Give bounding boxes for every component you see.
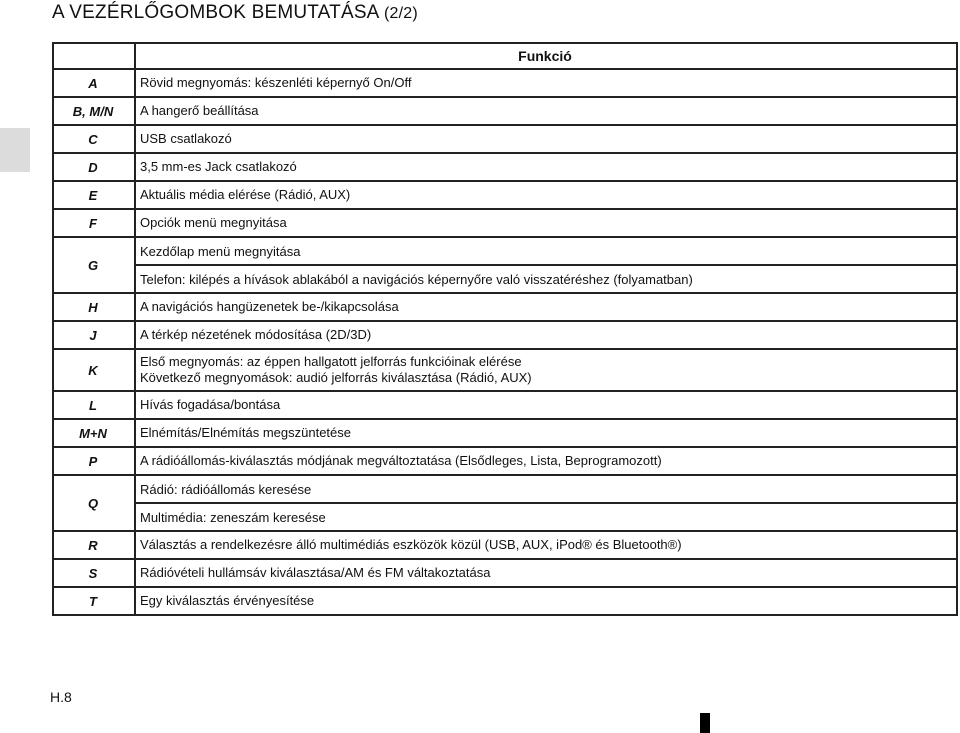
table-row: [53, 69, 957, 97]
row-key: J: [53, 321, 135, 349]
row-function: Multimédia: zeneszám keresése: [135, 503, 957, 531]
row-function: [135, 69, 957, 97]
table-header-row: [53, 43, 957, 69]
row-function: [135, 559, 957, 587]
row-key: Q: [53, 475, 135, 531]
row-key: T: [53, 587, 135, 615]
function-line: 3,5 mm-es Jack csatlakozó: [140, 159, 297, 174]
row-function: [135, 97, 957, 125]
table-row: [53, 181, 957, 209]
function-line: A rádióállomás-kiválasztás módjának megváltoztatása (Elsődleges, Lista, Beprogramozott): [140, 453, 662, 468]
row-key: E: [53, 181, 135, 209]
row-function: [135, 349, 957, 391]
row-function: [135, 125, 957, 153]
table-row: [53, 475, 957, 503]
table-row: [53, 265, 957, 293]
table-row: [53, 503, 957, 531]
function-line: USB csatlakozó: [140, 131, 232, 146]
row-function: [135, 447, 957, 475]
function-line: Következő megnyomások: audió jelforrás kiválasztása (Rádió, AUX): [140, 370, 532, 385]
table-row: [53, 153, 957, 181]
function-line: A térkép nézetének módosítása (2D/3D): [140, 327, 372, 342]
page-title-suffix: (2/2): [384, 5, 418, 22]
row-key: G: [53, 237, 135, 293]
row-function: [135, 587, 957, 615]
row-key: L: [53, 391, 135, 419]
row-key: C: [53, 125, 135, 153]
row-key: R: [53, 531, 135, 559]
table-row: [53, 97, 957, 125]
function-line: A navigációs hangüzenetek be-/kikapcsolása: [140, 299, 399, 314]
row-function: [135, 153, 957, 181]
page-title: [52, 2, 418, 24]
controls-table: [52, 42, 958, 616]
function-line: Elnémítás/Elnémítás megszüntetése: [140, 425, 351, 440]
table-row: [53, 419, 957, 447]
row-function: [135, 321, 957, 349]
table-body: [53, 69, 957, 615]
table-row: [53, 391, 957, 419]
function-line: Opciók menü megnyitása: [140, 215, 287, 230]
function-line: Rádióvételi hullámsáv kiválasztása/AM és FM váltakoztatása: [140, 565, 491, 580]
row-key: M+N: [53, 419, 135, 447]
table-row: [53, 531, 957, 559]
row-function: [135, 181, 957, 209]
function-line: Egy kiválasztás érvényesítése: [140, 593, 315, 608]
row-function: [135, 531, 957, 559]
row-function: [135, 391, 957, 419]
row-key: H: [53, 293, 135, 321]
row-key: P: [53, 447, 135, 475]
function-line: Rövid megnyomás: készenléti képernyő On/Off: [140, 75, 412, 90]
key-column-header: [53, 43, 135, 69]
row-key: A: [53, 69, 135, 97]
table-row: [53, 293, 957, 321]
table-row: [53, 587, 957, 615]
crop-mark: [700, 713, 710, 733]
table-row: [53, 209, 957, 237]
function-line: Első megnyomás: az éppen hallgatott jelforrás funkcióinak elérése: [140, 354, 522, 369]
row-function: [135, 209, 957, 237]
row-function: Rádió: rádióállomás keresése: [135, 475, 957, 503]
table-row: [53, 559, 957, 587]
side-tab-marker: [0, 128, 30, 172]
row-key: S: [53, 559, 135, 587]
page-title-text: A VEZÉRLŐGOMBOK BEMUTATÁSA: [52, 2, 379, 23]
table-row: [53, 321, 957, 349]
table-row: [53, 447, 957, 475]
row-function: [135, 293, 957, 321]
function-line: Választás a rendelkezésre álló multimédiás eszközök közül (USB, AUX, iPod® és Bluetooth®): [140, 537, 682, 552]
row-key: K: [53, 349, 135, 391]
page-number: H.8: [50, 689, 72, 705]
function-line: A hangerő beállítása: [140, 103, 259, 118]
function-column-header: Funkció: [135, 43, 957, 69]
row-key: B, M/N: [53, 97, 135, 125]
table-row: [53, 349, 957, 391]
row-key: D: [53, 153, 135, 181]
table-row: [53, 237, 957, 265]
row-function: Telefon: kilépés a hívások ablakából a navigációs képernyőre való visszatéréshez (folyamatban): [135, 265, 957, 293]
row-key: F: [53, 209, 135, 237]
function-line: Aktuális média elérése (Rádió, AUX): [140, 187, 351, 202]
row-function: [135, 419, 957, 447]
table-row: [53, 125, 957, 153]
row-function: Kezdőlap menü megnyitása: [135, 237, 957, 265]
function-line: Hívás fogadása/bontása: [140, 397, 281, 412]
